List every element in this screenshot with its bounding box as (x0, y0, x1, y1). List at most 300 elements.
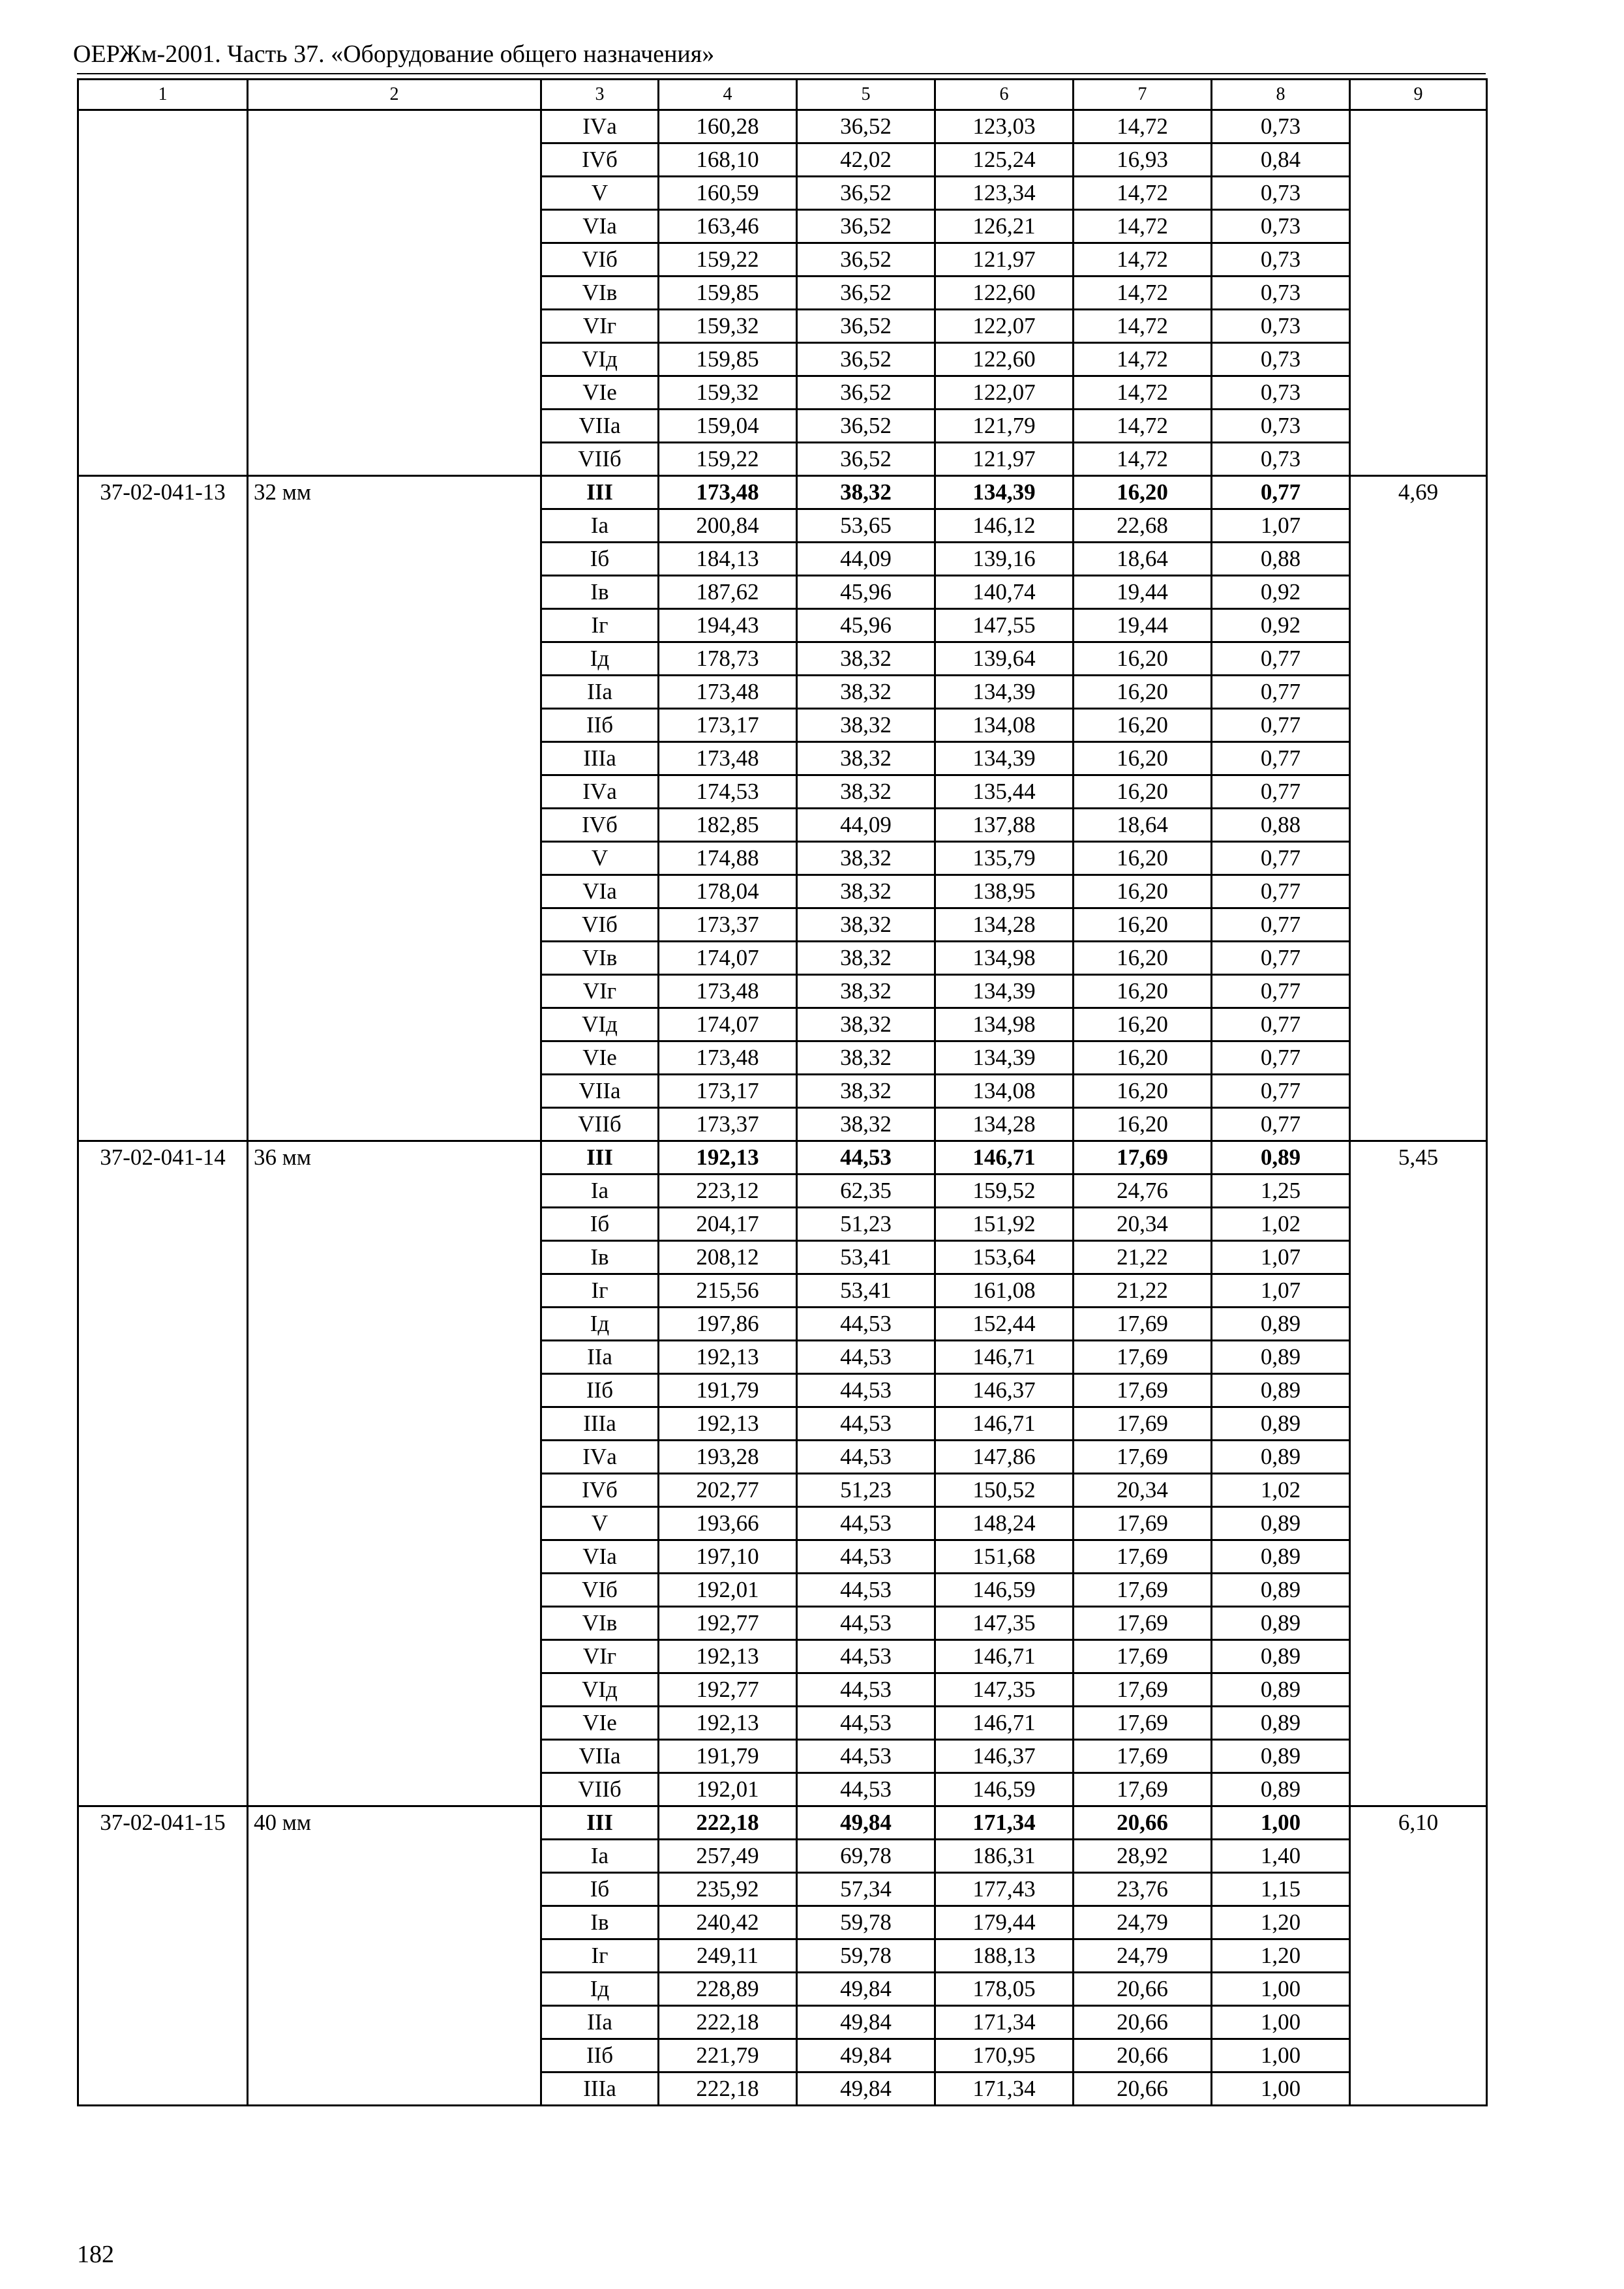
value-col4: 174,53 (659, 775, 797, 809)
class-cell: VIд (541, 343, 659, 376)
class-cell: IVб (541, 1474, 659, 1507)
value-col6: 188,13 (935, 1939, 1074, 1973)
value-col4: 215,56 (659, 1274, 797, 1308)
class-cell: VIд (541, 1008, 659, 1041)
value-col4: 159,22 (659, 243, 797, 277)
value-col8: 0,77 (1212, 676, 1350, 709)
class-cell: III (541, 1806, 659, 1840)
table-body (78, 80, 1487, 2106)
class-cell: IIб (541, 2039, 659, 2072)
value-col6: 123,34 (935, 177, 1074, 210)
value-col8: 1,20 (1212, 1939, 1350, 1973)
class-cell: III (541, 1141, 659, 1174)
value-col6: 146,37 (935, 1374, 1074, 1407)
value-col8: 0,77 (1212, 1041, 1350, 1075)
value-col5: 38,32 (797, 642, 935, 676)
value-col5: 59,78 (797, 1906, 935, 1939)
header-rule (77, 73, 1486, 74)
value-col4: 173,37 (659, 1108, 797, 1141)
class-cell: Iв (541, 1906, 659, 1939)
value-col8: 1,20 (1212, 1906, 1350, 1939)
class-cell: Iб (541, 543, 659, 576)
value-col7: 17,69 (1074, 1441, 1212, 1474)
value-col4: 228,89 (659, 1973, 797, 2006)
value-col5: 38,32 (797, 742, 935, 775)
value-col5: 44,53 (797, 1441, 935, 1474)
value-col5: 36,52 (797, 310, 935, 343)
class-cell: VIв (541, 942, 659, 975)
value-col5: 59,78 (797, 1939, 935, 1973)
value-col7: 17,69 (1074, 1707, 1212, 1740)
value-col8: 0,73 (1212, 343, 1350, 376)
class-cell: Iа (541, 1174, 659, 1208)
value-col8: 0,89 (1212, 1673, 1350, 1707)
value-col6: 122,60 (935, 277, 1074, 310)
value-col5: 44,53 (797, 1141, 935, 1174)
value-col4: 194,43 (659, 609, 797, 642)
class-cell: Iг (541, 609, 659, 642)
value-col5: 51,23 (797, 1208, 935, 1241)
value-col5: 57,34 (797, 1873, 935, 1906)
value-col8: 1,00 (1212, 2006, 1350, 2039)
value-col6: 134,98 (935, 942, 1074, 975)
value-col5: 44,53 (797, 1540, 935, 1574)
value-col7: 16,20 (1074, 842, 1212, 875)
value-col4: 191,79 (659, 1374, 797, 1407)
value-col4: 223,12 (659, 1174, 797, 1208)
value-col6: 125,24 (935, 143, 1074, 177)
value-col7: 16,93 (1074, 143, 1212, 177)
class-cell: IIа (541, 1341, 659, 1374)
value-col8: 0,77 (1212, 742, 1350, 775)
value-col6: 148,24 (935, 1507, 1074, 1540)
value-col6: 179,44 (935, 1906, 1074, 1939)
value-col7: 16,20 (1074, 1075, 1212, 1108)
value-col6: 150,52 (935, 1474, 1074, 1507)
value-col4: 174,88 (659, 842, 797, 875)
value-col8: 0,89 (1212, 1308, 1350, 1341)
value-col6: 152,44 (935, 1308, 1074, 1341)
value-col5: 49,84 (797, 1806, 935, 1840)
value-col5: 44,53 (797, 1507, 935, 1540)
item-name: 32 мм (248, 476, 541, 1141)
value-col8: 1,07 (1212, 509, 1350, 543)
item-name (248, 110, 541, 476)
value-col7: 14,72 (1074, 210, 1212, 243)
value-col7: 24,76 (1074, 1174, 1212, 1208)
value-col4: 187,62 (659, 576, 797, 609)
value-col5: 36,52 (797, 410, 935, 443)
value-col4: 249,11 (659, 1939, 797, 1973)
value-col7: 17,69 (1074, 1640, 1212, 1673)
value-col5: 49,84 (797, 2006, 935, 2039)
class-cell: IIб (541, 1374, 659, 1407)
value-col5: 44,09 (797, 809, 935, 842)
value-col8: 0,77 (1212, 842, 1350, 875)
value-col6: 123,03 (935, 110, 1074, 143)
value-col8: 0,73 (1212, 177, 1350, 210)
class-cell: VIд (541, 1673, 659, 1707)
value-col8: 0,89 (1212, 1341, 1350, 1374)
class-cell: IIб (541, 709, 659, 742)
value-col8: 0,88 (1212, 809, 1350, 842)
value-col4: 192,13 (659, 1407, 797, 1441)
class-cell: VIIа (541, 1075, 659, 1108)
value-col7: 17,69 (1074, 1574, 1212, 1607)
class-cell: IIIа (541, 1407, 659, 1441)
value-col7: 17,69 (1074, 1341, 1212, 1374)
value-col7: 17,69 (1074, 1607, 1212, 1640)
value-col7: 14,72 (1074, 410, 1212, 443)
value-col6: 121,97 (935, 243, 1074, 277)
value-col7: 19,44 (1074, 576, 1212, 609)
class-cell: VIе (541, 1707, 659, 1740)
class-cell: VIIб (541, 1773, 659, 1806)
value-col8: 0,77 (1212, 1008, 1350, 1041)
value-col8: 0,73 (1212, 310, 1350, 343)
value-col8: 0,73 (1212, 376, 1350, 410)
value-col4: 168,10 (659, 143, 797, 177)
value-col4: 184,13 (659, 543, 797, 576)
class-cell: V (541, 177, 659, 210)
class-cell: VIIа (541, 410, 659, 443)
value-col4: 193,28 (659, 1441, 797, 1474)
value-col6: 137,88 (935, 809, 1074, 842)
value-col5: 38,32 (797, 1108, 935, 1141)
value-col5: 36,52 (797, 210, 935, 243)
class-cell: Iг (541, 1274, 659, 1308)
value-col8: 1,40 (1212, 1840, 1350, 1873)
value-col5: 53,65 (797, 509, 935, 543)
value-col8: 0,89 (1212, 1574, 1350, 1607)
value-col8: 0,89 (1212, 1374, 1350, 1407)
value-col8: 0,89 (1212, 1141, 1350, 1174)
value-col8: 1,25 (1212, 1174, 1350, 1208)
value-col7: 21,22 (1074, 1274, 1212, 1308)
value-col6: 134,08 (935, 709, 1074, 742)
value-col7: 17,69 (1074, 1507, 1212, 1540)
column-number: 1 (78, 80, 248, 110)
value-col8: 0,73 (1212, 243, 1350, 277)
class-cell: IIIа (541, 742, 659, 775)
class-cell: IIа (541, 676, 659, 709)
class-cell: Iа (541, 1840, 659, 1873)
value-col9: 6,10 (1350, 1806, 1487, 2106)
value-col7: 16,20 (1074, 476, 1212, 509)
value-col4: 192,01 (659, 1574, 797, 1607)
item-code: 37-02-041-15 (78, 1806, 248, 2106)
value-col7: 21,22 (1074, 1241, 1212, 1274)
item-code: 37-02-041-13 (78, 476, 248, 1141)
value-col5: 49,84 (797, 1973, 935, 2006)
page-header: ОЕРЖм-2001. Часть 37. «Оборудование общего назначения» (73, 40, 715, 68)
value-col6: 135,44 (935, 775, 1074, 809)
value-col5: 62,35 (797, 1174, 935, 1208)
value-col4: 192,77 (659, 1673, 797, 1707)
value-col4: 159,32 (659, 310, 797, 343)
value-col7: 24,79 (1074, 1939, 1212, 1973)
value-col7: 14,72 (1074, 343, 1212, 376)
value-col7: 14,72 (1074, 177, 1212, 210)
value-col7: 14,72 (1074, 443, 1212, 476)
value-col5: 36,52 (797, 243, 935, 277)
value-col7: 17,69 (1074, 1407, 1212, 1441)
value-col8: 0,84 (1212, 143, 1350, 177)
item-name: 40 мм (248, 1806, 541, 2106)
column-number-row (78, 80, 1487, 110)
value-col4: 221,79 (659, 2039, 797, 2072)
value-col5: 38,32 (797, 942, 935, 975)
value-col6: 146,71 (935, 1341, 1074, 1374)
value-col5: 36,52 (797, 443, 935, 476)
value-col7: 20,66 (1074, 2039, 1212, 2072)
value-col7: 14,72 (1074, 243, 1212, 277)
value-col6: 139,16 (935, 543, 1074, 576)
class-cell: V (541, 1507, 659, 1540)
column-number: 6 (935, 80, 1074, 110)
value-col8: 0,77 (1212, 775, 1350, 809)
item-code (78, 110, 248, 476)
class-cell: Iб (541, 1208, 659, 1241)
value-col5: 38,32 (797, 975, 935, 1008)
value-col7: 16,20 (1074, 975, 1212, 1008)
value-col7: 20,34 (1074, 1474, 1212, 1507)
value-col7: 17,69 (1074, 1773, 1212, 1806)
value-col7: 23,76 (1074, 1873, 1212, 1906)
value-col6: 153,64 (935, 1241, 1074, 1274)
class-cell: VIб (541, 908, 659, 942)
value-col4: 192,13 (659, 1341, 797, 1374)
class-cell: VIIа (541, 1740, 659, 1773)
class-cell: Iв (541, 1241, 659, 1274)
value-col7: 18,64 (1074, 809, 1212, 842)
value-col5: 44,53 (797, 1740, 935, 1773)
value-col8: 0,89 (1212, 1441, 1350, 1474)
value-col6: 139,64 (935, 642, 1074, 676)
value-col6: 177,43 (935, 1873, 1074, 1906)
value-col5: 38,32 (797, 676, 935, 709)
value-col4: 159,85 (659, 277, 797, 310)
value-col5: 38,32 (797, 875, 935, 908)
value-col8: 1,07 (1212, 1274, 1350, 1308)
value-col4: 159,85 (659, 343, 797, 376)
value-col7: 16,20 (1074, 709, 1212, 742)
value-col6: 186,31 (935, 1840, 1074, 1873)
value-col6: 146,12 (935, 509, 1074, 543)
value-col7: 17,69 (1074, 1540, 1212, 1574)
value-col8: 0,73 (1212, 110, 1350, 143)
value-col9 (1350, 110, 1487, 476)
value-col8: 1,00 (1212, 1973, 1350, 2006)
value-col5: 38,32 (797, 908, 935, 942)
value-col5: 36,52 (797, 177, 935, 210)
class-cell: VIа (541, 875, 659, 908)
value-col4: 173,48 (659, 476, 797, 509)
value-col8: 0,92 (1212, 576, 1350, 609)
value-col6: 171,34 (935, 1806, 1074, 1840)
value-col8: 0,88 (1212, 543, 1350, 576)
value-col4: 173,48 (659, 742, 797, 775)
page-number: 182 (77, 2241, 114, 2268)
value-col7: 14,72 (1074, 310, 1212, 343)
value-col6: 170,95 (935, 2039, 1074, 2072)
value-col8: 0,77 (1212, 709, 1350, 742)
value-col6: 147,35 (935, 1673, 1074, 1707)
column-number: 7 (1074, 80, 1212, 110)
value-col5: 38,32 (797, 1008, 935, 1041)
value-col6: 121,79 (935, 410, 1074, 443)
value-col4: 202,77 (659, 1474, 797, 1507)
class-cell: VIIб (541, 443, 659, 476)
column-number: 9 (1350, 80, 1487, 110)
value-col5: 44,53 (797, 1574, 935, 1607)
class-cell: Iв (541, 576, 659, 609)
item-code: 37-02-041-14 (78, 1141, 248, 1806)
value-col8: 0,89 (1212, 1540, 1350, 1574)
value-col8: 0,77 (1212, 908, 1350, 942)
value-col7: 14,72 (1074, 277, 1212, 310)
value-col4: 240,42 (659, 1906, 797, 1939)
class-cell: Iд (541, 642, 659, 676)
value-col5: 42,02 (797, 143, 935, 177)
value-col7: 16,20 (1074, 1041, 1212, 1075)
value-col8: 1,00 (1212, 1806, 1350, 1840)
value-col5: 69,78 (797, 1840, 935, 1873)
value-col7: 22,68 (1074, 509, 1212, 543)
value-col7: 16,20 (1074, 676, 1212, 709)
value-col4: 200,84 (659, 509, 797, 543)
value-col7: 20,66 (1074, 2072, 1212, 2106)
value-col6: 134,39 (935, 676, 1074, 709)
value-col8: 0,77 (1212, 642, 1350, 676)
value-col8: 0,77 (1212, 942, 1350, 975)
class-cell: VIа (541, 1540, 659, 1574)
value-col4: 222,18 (659, 2072, 797, 2106)
value-col6: 135,79 (935, 842, 1074, 875)
value-col8: 0,89 (1212, 1407, 1350, 1441)
value-col8: 0,89 (1212, 1773, 1350, 1806)
column-number: 3 (541, 80, 659, 110)
value-col6: 134,39 (935, 476, 1074, 509)
value-col6: 146,59 (935, 1574, 1074, 1607)
value-col6: 134,28 (935, 908, 1074, 942)
value-col7: 14,72 (1074, 110, 1212, 143)
value-col5: 44,53 (797, 1640, 935, 1673)
value-col8: 0,89 (1212, 1607, 1350, 1640)
class-cell: VIг (541, 1640, 659, 1673)
class-cell: VIг (541, 310, 659, 343)
class-cell: III (541, 476, 659, 509)
class-cell: VIб (541, 1574, 659, 1607)
value-col8: 0,77 (1212, 1075, 1350, 1108)
value-col7: 16,20 (1074, 775, 1212, 809)
value-col4: 192,01 (659, 1773, 797, 1806)
value-col5: 38,32 (797, 476, 935, 509)
class-cell: IVб (541, 809, 659, 842)
value-col4: 173,48 (659, 975, 797, 1008)
value-col8: 0,77 (1212, 1108, 1350, 1141)
value-col5: 38,32 (797, 842, 935, 875)
value-col7: 16,20 (1074, 1108, 1212, 1141)
value-col5: 44,53 (797, 1773, 935, 1806)
value-col4: 208,12 (659, 1241, 797, 1274)
value-col4: 163,46 (659, 210, 797, 243)
class-cell: VIб (541, 243, 659, 277)
value-col7: 28,92 (1074, 1840, 1212, 1873)
value-col5: 49,84 (797, 2039, 935, 2072)
value-col4: 173,17 (659, 709, 797, 742)
table-row (78, 1806, 1487, 1840)
class-cell: VIа (541, 210, 659, 243)
value-col6: 146,37 (935, 1740, 1074, 1773)
value-col5: 38,32 (797, 1041, 935, 1075)
value-col7: 20,66 (1074, 2006, 1212, 2039)
value-col5: 36,52 (797, 277, 935, 310)
value-col7: 18,64 (1074, 543, 1212, 576)
table-row (78, 476, 1487, 509)
value-col9: 4,69 (1350, 476, 1487, 1141)
value-col6: 134,39 (935, 742, 1074, 775)
value-col7: 16,20 (1074, 642, 1212, 676)
table-row (78, 1141, 1487, 1174)
value-col8: 0,73 (1212, 277, 1350, 310)
value-col6: 146,71 (935, 1407, 1074, 1441)
class-cell: IVа (541, 1441, 659, 1474)
value-col7: 16,20 (1074, 942, 1212, 975)
value-col8: 0,89 (1212, 1740, 1350, 1773)
value-col6: 171,34 (935, 2006, 1074, 2039)
value-col7: 17,69 (1074, 1141, 1212, 1174)
value-col8: 1,02 (1212, 1474, 1350, 1507)
value-col5: 44,53 (797, 1308, 935, 1341)
value-col5: 44,53 (797, 1607, 935, 1640)
value-col6: 147,35 (935, 1607, 1074, 1640)
value-col7: 14,72 (1074, 376, 1212, 410)
value-col5: 36,52 (797, 343, 935, 376)
value-col4: 178,73 (659, 642, 797, 676)
value-col5: 38,32 (797, 775, 935, 809)
value-col8: 1,02 (1212, 1208, 1350, 1241)
value-col4: 192,13 (659, 1640, 797, 1673)
value-col7: 20,66 (1074, 1973, 1212, 2006)
class-cell: IIа (541, 2006, 659, 2039)
value-col4: 257,49 (659, 1840, 797, 1873)
value-col8: 0,73 (1212, 443, 1350, 476)
value-col8: 0,73 (1212, 210, 1350, 243)
value-col4: 178,04 (659, 875, 797, 908)
table-row (78, 110, 1487, 143)
value-col7: 17,69 (1074, 1374, 1212, 1407)
value-col7: 16,20 (1074, 1008, 1212, 1041)
value-col7: 20,66 (1074, 1806, 1212, 1840)
value-col4: 204,17 (659, 1208, 797, 1241)
value-col4: 191,79 (659, 1740, 797, 1773)
value-col6: 122,60 (935, 343, 1074, 376)
value-col7: 16,20 (1074, 875, 1212, 908)
column-number: 8 (1212, 80, 1350, 110)
value-col7: 17,69 (1074, 1308, 1212, 1341)
value-col5: 36,52 (797, 110, 935, 143)
value-col8: 0,89 (1212, 1707, 1350, 1740)
value-col6: 161,08 (935, 1274, 1074, 1308)
value-col4: 197,86 (659, 1308, 797, 1341)
value-col6: 171,34 (935, 2072, 1074, 2106)
class-cell: VIв (541, 277, 659, 310)
value-col5: 44,53 (797, 1407, 935, 1441)
value-col6: 138,95 (935, 875, 1074, 908)
value-col4: 160,59 (659, 177, 797, 210)
value-col8: 0,77 (1212, 875, 1350, 908)
